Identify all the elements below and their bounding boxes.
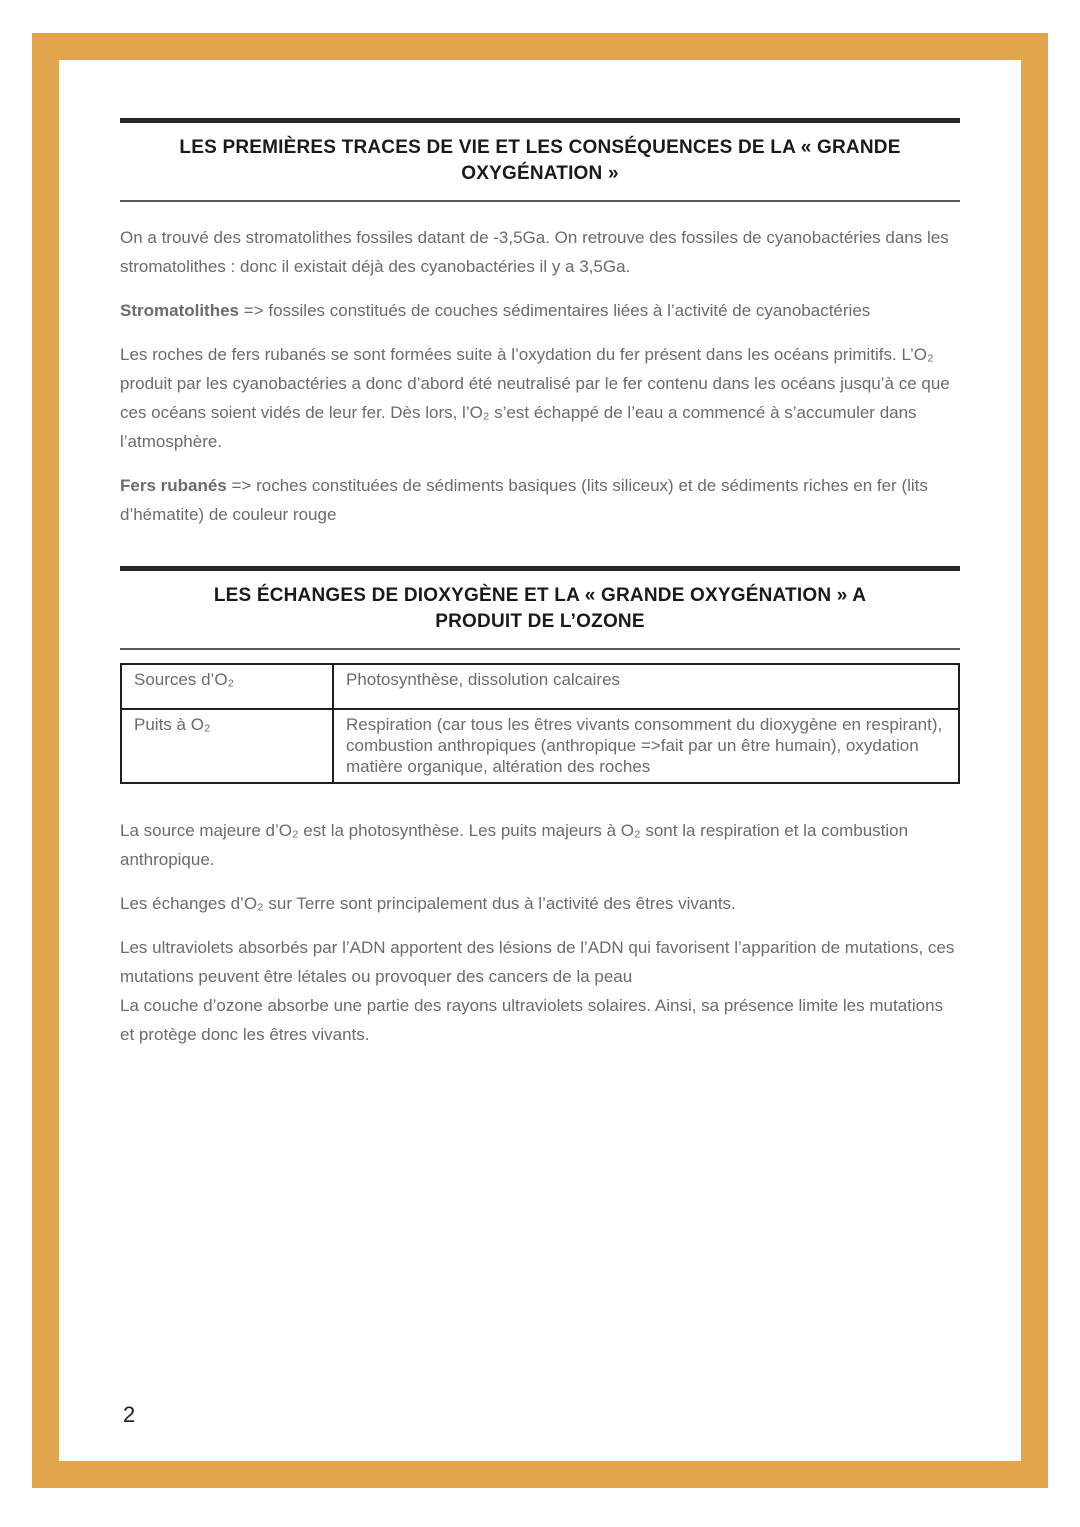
paragraph-stromatolithes-intro: On a trouvé des stromatolithes fossiles datant de -3,5Ga. On retrouve des fossiles de cyanobactéries dans les stromatolithes : donc il existait déjà des cyanobactéries il y a 3,5Ga. xyxy=(120,228,949,276)
section2-title-line2: PRODUIT DE L’OZONE xyxy=(435,611,645,632)
definition-stromatolithes xyxy=(120,296,960,325)
table-row-puits xyxy=(121,709,959,783)
paragraph-uv-ozone xyxy=(120,933,960,1049)
o2-exchange-table xyxy=(120,663,960,784)
definition-stromatolithes-text: => fossiles constitués de couches sédimentaires liées à l’activité de cyanobactéries xyxy=(243,301,871,320)
definition-fers-rubanes-text: => roches constituées de sédiments basiques (lits siliceux) et de sédiments riches en fer (lits d’hématite) de couleur rouge xyxy=(120,476,928,524)
table-cell-sources-label: Sources d’O₂ xyxy=(121,664,333,709)
page-content xyxy=(59,60,1021,1049)
page-number: 2 xyxy=(123,1402,136,1427)
paragraph-echanges-terre: Les échanges d’O₂ sur Terre sont principalement dus à l’activité des êtres vivants. xyxy=(120,894,736,913)
definition-stromatolithes-term: Stromatolithes xyxy=(120,301,240,320)
table-cell-puits-value: Respiration (car tous les êtres vivants consomment du dioxygène en respirant), combustion anthropiques (anthropique =>fait par un être humain), oxydation matière organique, altération des roches xyxy=(333,709,959,783)
section1-title-line2: OXYGÉNATION » xyxy=(461,163,619,184)
table-row-sources xyxy=(121,664,959,709)
table-cell-puits-label: Puits à O₂ xyxy=(121,709,333,783)
section1-title-line1: LES PREMIÈRES TRACES DE VIE ET LES CONSÉQUENCES DE LA « GRANDE xyxy=(179,137,901,158)
section2-title-line1: LES ÉCHANGES DE DIOXYGÈNE ET LA « GRANDE OXYGÉNATION » A xyxy=(213,585,867,606)
section2-title xyxy=(124,583,956,635)
paragraph-source-majeure: La source majeure d’O₂ est la photosynthèse. Les puits majeurs à O₂ sont la respiration et la combustion anthropique. xyxy=(120,821,909,869)
definition-fers-rubanes-term: Fers rubanés xyxy=(120,476,227,495)
section2-header xyxy=(120,566,960,650)
paragraph-uv-ozone-line2: La couche d’ozone absorbe une partie des rayons ultraviolets solaires. Ainsi, sa présence limite les mutations et protège donc les êtres vivants. xyxy=(120,996,944,1044)
paragraph-uv-ozone-line1: Les ultraviolets absorbés par l’ADN apportent des lésions de l’ADN qui favorisent l’apparition de mutations, ces mutations peuvent être létales ou provoquer des cancers de la peau xyxy=(120,938,955,986)
section1-title xyxy=(124,135,956,187)
page-border-frame xyxy=(32,33,1048,1488)
section1-header xyxy=(120,118,960,202)
paragraph-fers-rubanes: Les roches de fers rubanés se sont formées suite à l’oxydation du fer présent dans les océans primitifs. L’O₂ produit par les cyanobactéries a donc d’abord été neutralisé par le fer contenu dans les océans jusqu’à ce que ces océans soient vidés de leur fer. Dès lors, l’O₂ s’est échappé de l’eau a commencé à s’accumuler dans l’atmosphère. xyxy=(120,345,950,451)
table-cell-sources-value: Photosynthèse, dissolution calcaires xyxy=(333,664,959,709)
definition-fers-rubanes xyxy=(120,471,960,529)
